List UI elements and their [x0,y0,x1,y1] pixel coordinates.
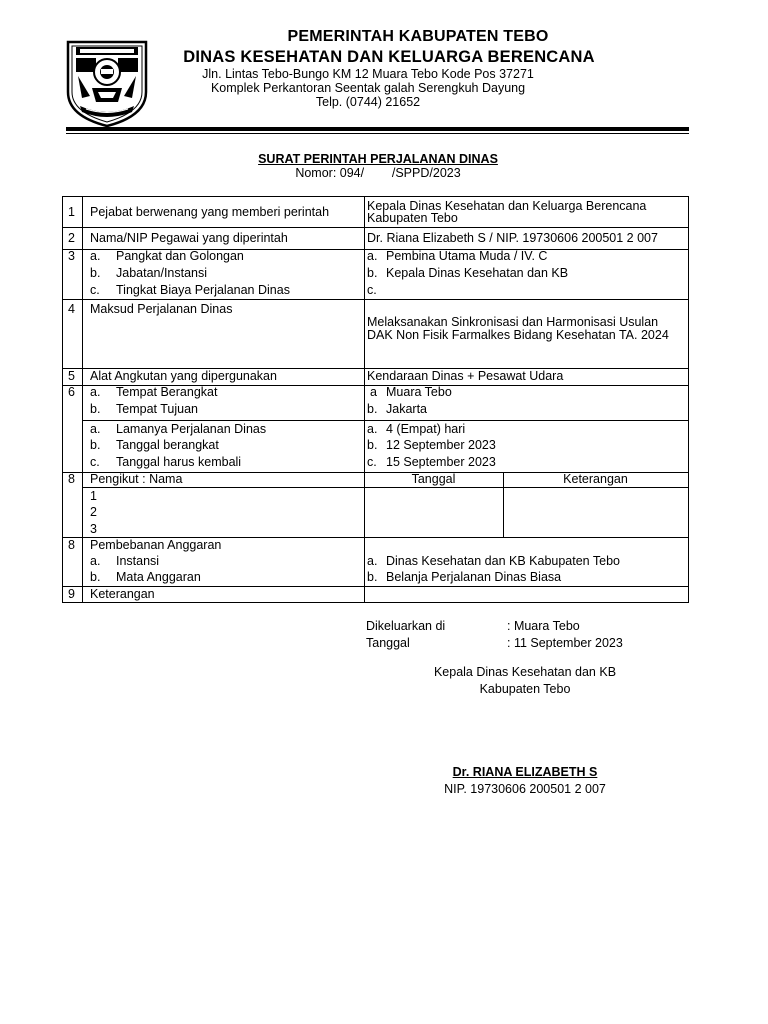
item-value: Dinas Kesehatan dan KB Kabupaten Tebo [386,554,620,568]
kop-office-name: DINAS KESEHATAN DAN KELUARGA BERENCANA [183,48,595,66]
item-value: Pembina Utama Muda / IV. C [386,249,548,263]
table-rule [62,196,689,197]
document-title: SURAT PERINTAH PERJALANAN DINAS [258,152,498,166]
issued-at-value: : Muara Tebo [507,619,580,633]
column-header-tanggal: Tanggal [411,472,456,486]
row-number: 4 [68,302,75,316]
kop-complex: Komplek Perkantoran Seentak galah Serengkuh Dayung [210,81,526,95]
signatory-name: Dr. RIANA ELIZABETH S [452,765,598,779]
item-value: Muara Tebo [386,385,452,399]
row-number: 6 [68,385,75,399]
item-letter: b. [90,438,101,452]
row-label: Pembebanan Anggaran [90,538,222,552]
row-number: 8 [68,472,75,486]
item-label: Lamanya Perjalanan Dinas [116,422,267,436]
item-value: 12 September 2023 [386,438,496,452]
row-number: 1 [68,205,75,219]
item-letter: a. [90,554,101,568]
signatory-region: Kabupaten Tebo [479,682,571,696]
table-rule [62,227,689,228]
item-label: Tanggal berangkat [116,438,219,452]
item-letter: c. [90,455,100,469]
item-letter: b. [367,438,378,452]
item-letter: a. [367,554,378,568]
table-rule [62,196,63,602]
row-label: Maksud Perjalanan Dinas [90,302,233,316]
item-letter: a. [90,385,101,399]
document-number: Nomor: 094/ /SPPD/2023 [295,166,461,180]
item-letter: b. [367,402,378,416]
item-value: Jakarta [386,402,427,416]
row-number: 5 [68,369,75,383]
follower-number: 1 [90,489,97,503]
row-label: Pejabat berwenang yang memberi perintah [90,205,330,219]
item-label: Tingkat Biaya Perjalanan Dinas [116,283,290,297]
signatory-nip: NIP. 19730606 200501 2 007 [444,782,606,796]
letterhead-rule-thin [66,133,689,134]
item-letter: a. [367,249,378,263]
item-letter: a [370,385,377,399]
item-value: 4 (Empat) hari [386,422,466,436]
signatory-position: Kepala Dinas Kesehatan dan KB [433,665,617,679]
column-header-keterangan: Keterangan [563,472,628,486]
row-label: Alat Angkutan yang dipergunakan [90,369,277,383]
table-rule [62,586,689,587]
row-label: Keterangan [90,587,155,601]
item-letter: b. [90,266,101,280]
item-value: Kepala Dinas Kesehatan dan KB [386,266,569,280]
item-letter: c. [367,455,377,469]
row-number: 8 [68,538,75,552]
item-label: Mata Anggaran [116,570,201,584]
table-rule [62,602,689,603]
letterhead-rule-thick [66,127,689,131]
row-number: 2 [68,231,75,245]
issued-at-label: Dikeluarkan di [366,619,446,633]
item-letter: b. [90,402,101,416]
row-number: 3 [68,249,75,263]
item-value: Belanja Perjalanan Dinas Biasa [386,570,562,584]
follower-number: 2 [90,505,97,519]
item-value: 15 September 2023 [386,455,496,469]
row-value: Kepala Dinas Kesehatan dan Keluarga Berencana [367,199,647,213]
row-value: Melaksanakan Sinkronisasi dan Harmonisasi Usulan DAK Non Fisik Farmalkes Bidang Kesehatan TA. 2024 [367,315,669,342]
row-value: Dr. Riana Elizabeth S / NIP. 19730606 200501 2 007 [367,231,658,245]
item-label: Tempat Tujuan [116,402,198,416]
item-letter: c. [367,283,377,297]
item-letter: c. [90,283,100,297]
item-label: Jabatan/Instansi [116,266,208,280]
item-letter: a. [90,422,101,436]
item-letter: b. [367,266,378,280]
follower-number: 3 [90,522,97,536]
issued-date-label: Tanggal [366,636,410,650]
issued-date-value: : 11 September 2023 [507,636,623,650]
row-value: Kendaraan Dinas + Pesawat Udara [367,369,564,383]
table-rule [688,196,689,602]
table-rule [62,299,689,300]
item-letter: b. [367,570,378,584]
item-letter: a. [367,422,378,436]
table-rule [364,196,365,602]
kop-government-name: PEMERINTAH KABUPATEN TEBO [287,28,549,45]
kop-phone: Telp. (0744) 21652 [315,95,421,109]
kop-address: Jln. Lintas Tebo-Bungo KM 12 Muara Tebo Kode Pos 37271 [202,67,534,81]
table-rule [82,487,689,488]
table-rule [82,196,83,602]
item-letter: b. [90,570,101,584]
item-label: Tanggal harus kembali [116,455,242,469]
item-letter: a. [90,249,101,263]
row-label: Nama/NIP Pegawai yang diperintah [90,231,288,245]
row-value: Kabupaten Tebo [367,211,458,225]
item-label: Instansi [116,554,160,568]
row-label: Pengikut : Nama [90,472,183,486]
row-number: 9 [68,587,75,601]
item-label: Tempat Berangkat [116,385,218,399]
item-label: Pangkat dan Golongan [116,249,244,263]
